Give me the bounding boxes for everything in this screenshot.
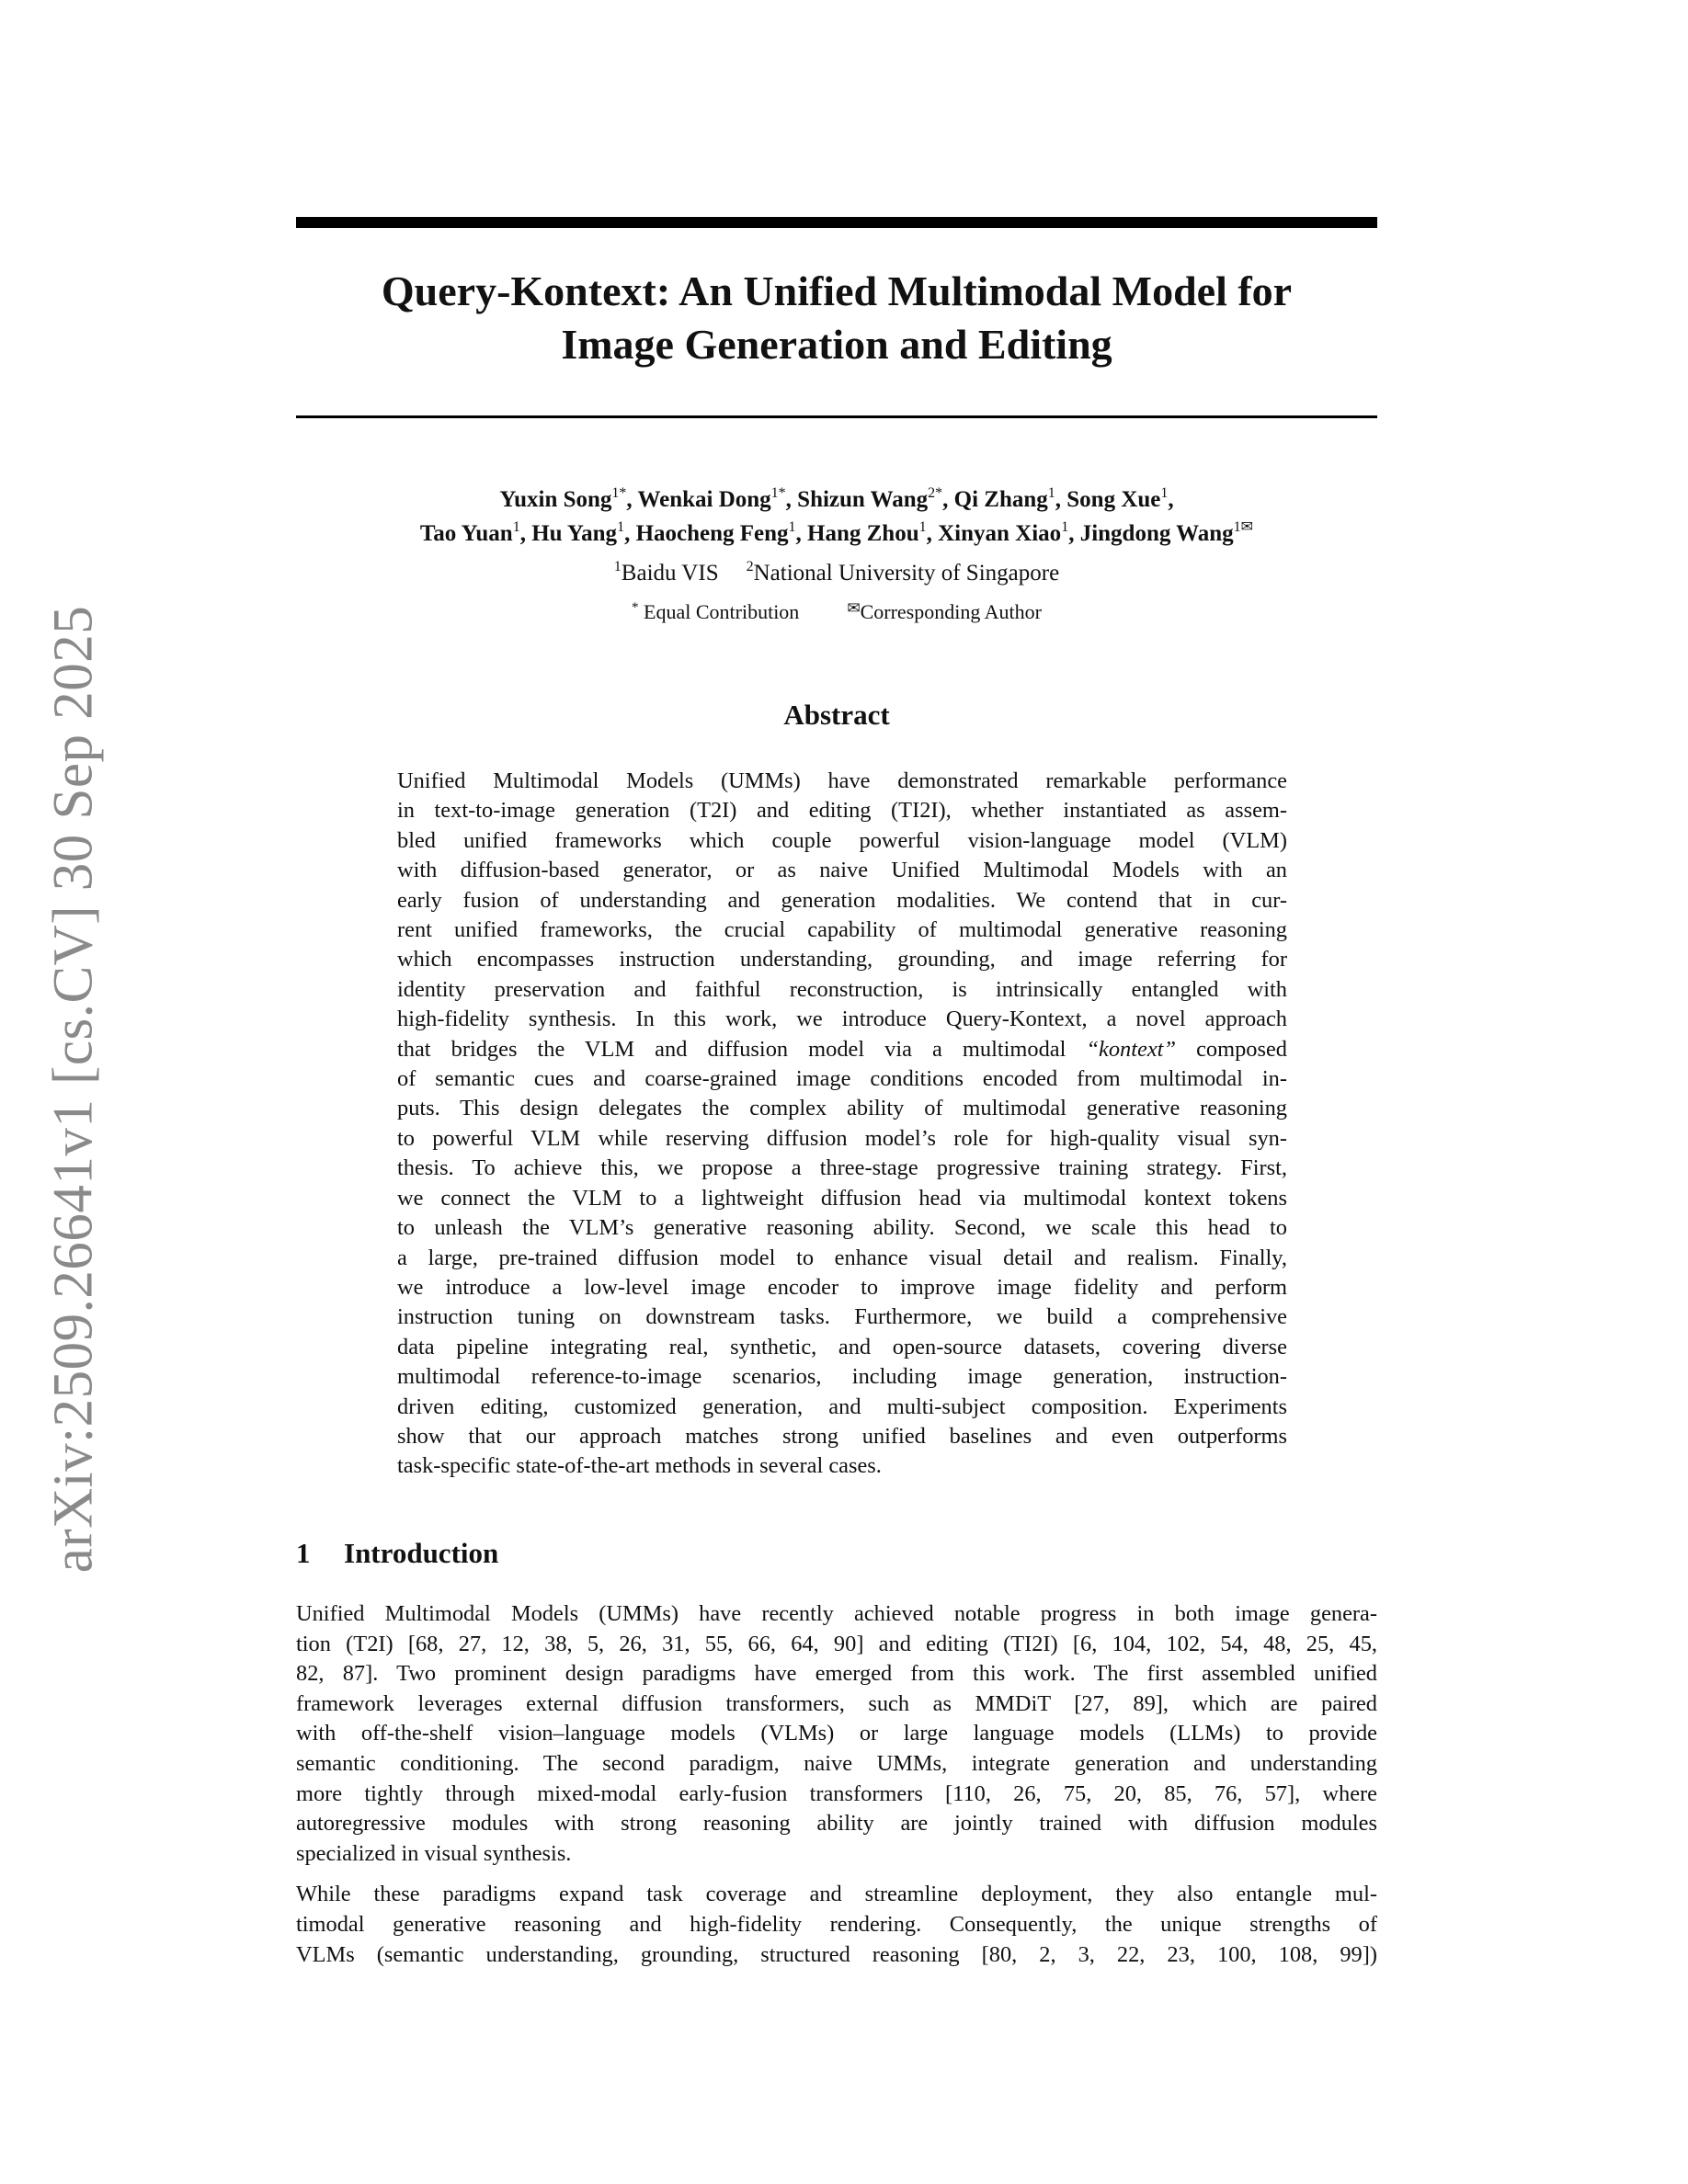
author-separator: , [942,487,954,512]
affiliation-name: Baidu VIS [621,561,719,586]
author-separator: , [624,521,636,546]
section-heading-introduction [296,1535,498,1572]
section-number: 1 [296,1537,311,1569]
title-line-2: Image Generation and Editing [561,321,1112,368]
author-separator: , [519,521,532,546]
abstract-line: bled unified frameworks which couple powerful vision-language model (VLM) [397,827,1287,853]
abstract-line: with diffusion-based generator, or as naive Unified Multimodal Models with an [397,858,1287,883]
abstract-heading: Abstract [783,699,890,731]
abstract-line: we connect the VLM to a lightweight diffusion head via multimodal kontext tokens [397,1185,1287,1211]
equal-contribution-mark: * [632,600,639,615]
abstract-line: high-fidelity synthesis. In this work, we introduce Query-Kontext, a novel approach [397,1007,1287,1032]
author-notes [296,595,1377,626]
abstract-line: puts. This design delegates the complex ability of multimodal generative reasoning [397,1096,1287,1121]
intro-line: VLMs (semantic understanding, grounding, structured reasoning [80, 2, 3, 22, 23, 100, 108, 99]) [296,1941,1377,1967]
abstract-line: a large, pre-trained diffusion model to enhance visual detail and realism. Finally, [397,1245,1287,1270]
abstract-line: we introduce a low-level image encoder to improve image fidelity and perform [397,1274,1287,1300]
author-separator: , [1055,487,1067,512]
author-name: Haocheng Feng [635,521,789,546]
intro-paragraph-1 [296,1599,1377,1869]
author-separator: , [795,521,808,546]
author-affil-mark: 1 [1160,485,1169,501]
author-affil-mark: 1 [918,519,927,535]
intro-line: While these paradigms expand task coverage and streamline deployment, they also entangle mul- [296,1882,1377,1907]
author-name: Song Xue [1066,487,1161,512]
affil-mark: 1 [613,559,622,574]
author-affil-mark: 1* [770,485,786,501]
intro-line: more tightly through mixed-modal early-fusion transformers [110, 26, 75, 20, 85, 76, 57], where [296,1780,1377,1806]
paper-title [296,265,1377,371]
author-affil-mark: 2* [928,485,943,501]
abstract-line: thesis. To achieve this, we propose a three-stage progressive training strategy. First, [397,1155,1287,1181]
abstract-line: identity preservation and faithful reconstruction, is intrinsically entangled with [397,976,1287,1002]
abstract-line: driven editing, customized generation, and multi-subject composition. Experiments [397,1393,1287,1419]
section-title: Introduction [344,1537,499,1569]
author-name: Hu Yang [531,521,618,546]
author-name: Wenkai Dong [637,487,771,512]
author-affil-mark: 1 [1061,519,1069,535]
author-separator: , [1068,521,1080,546]
abstract-line: early fusion of understanding and generation modalities. We contend that in cur- [397,887,1287,913]
abstract-line: task-specific state-of-the-art methods in several cases. [397,1453,882,1479]
affiliation-name: National University of Singapore [753,561,1060,586]
envelope-icon: ✉ [847,599,861,618]
title-line-1: Query-Kontext: An Unified Multimodal Model for [381,267,1293,314]
abstract-line: instruction tuning on downstream tasks. Furthermore, we build a comprehensive [397,1304,1287,1330]
abstract-body [397,767,1287,1482]
intro-line: framework leverages external diffusion transformers, such as MMDiT [27, 89], which are paired [296,1690,1377,1716]
author-list [296,483,1377,551]
abstract-line: to powerful VLM while reserving diffusion model’s role for high-quality visual syn- [397,1125,1287,1151]
abstract-line-with-italic [397,1035,1287,1064]
author-name: Tao Yuan [419,521,513,546]
intro-line: 82, 87]. Two prominent design paradigms have emerged from this work. The first assembled unified [296,1661,1377,1687]
author-affil-mark: 1* [611,485,627,501]
intro-line: timodal generative reasoning and high-fidelity rendering. Consequently, the unique strengths of [296,1911,1377,1937]
abstract-line: to unleash the VLM’s generative reasoning ability. Second, we scale this head to [397,1215,1287,1241]
abstract-line-text: that bridges the VLM and diffusion model via a multimodal [397,1036,1066,1062]
affiliations [296,558,1377,588]
intro-line: with off-the-shelf vision–language models (VLMs) or large language models (LLMs) to provide [296,1721,1377,1746]
author-separator: , [626,487,638,512]
intro-paragraph-2 [296,1880,1377,1970]
kontext-term: “kontext” [1086,1036,1177,1062]
intro-line: specialized in visual synthesis. [296,1840,572,1866]
intro-line: semantic conditioning. The second paradigm, naive UMMs, integrate generation and understanding [296,1750,1377,1776]
author-affil-mark: 1 [788,519,796,535]
author-row-2 [296,517,1377,551]
author-name: Jingdong Wang [1079,521,1234,546]
equal-contribution-label: Equal Contribution [638,600,800,623]
title-top-rule [296,217,1377,228]
title-bottom-rule [296,415,1377,418]
author-affil-mark: 1 [617,519,625,535]
abstract-line: of semantic cues and coarse-grained image conditions encoded from multimodal in- [397,1066,1287,1092]
intro-line: tion (T2I) [68, 27, 12, 38, 5, 26, 31, 55, 66, 64, 90] and editing (TI2I) [6, 104, 102, 54, 48, 25, 45, [296,1631,1377,1656]
author-row-1 [296,483,1377,517]
author-name: Yuxin Song [499,487,612,512]
abstract-line: which encompasses instruction understanding, grounding, and image referring for [397,947,1287,973]
affil-mark: 2 [746,559,754,574]
abstract-line: data pipeline integrating real, synthetic, and open-source datasets, covering diverse [397,1334,1287,1359]
author-affil-mark: 1✉ [1233,519,1254,535]
abstract-line: multimodal reference-to-image scenarios, including image generation, instruction- [397,1364,1287,1390]
intro-line: autoregressive modules with strong reasoning ability are jointly trained with diffusion modules [296,1811,1377,1837]
abstract-line: show that our approach matches strong unified baselines and even outperforms [397,1423,1287,1449]
author-name: Xinyan Xiao [938,521,1062,546]
abstract-line-tail: composed [1176,1036,1287,1062]
author-name: Qi Zhang [953,487,1048,512]
corresponding-author-label: Corresponding Author [860,600,1042,623]
intro-line: Unified Multimodal Models (UMMs) have recently achieved notable progress in both image genera- [296,1601,1377,1626]
abstract-line: rent unified frameworks, the crucial capability of multimodal generative reasoning [397,917,1287,943]
author-affil-mark: 1 [512,519,520,535]
author-separator: , [926,521,939,546]
introduction-body [296,1599,1377,1981]
abstract-line: Unified Multimodal Models (UMMs) have demonstrated remarkable performance [397,768,1287,793]
arxiv-identifier-stamp [44,607,103,1572]
arxiv-stamp-text: arXiv:2509.26641v1 [cs.CV] 30 Sep 2025 [42,605,105,1574]
abstract-line: in text-to-image generation (T2I) and editing (TI2I), whether instantiated as assem- [397,798,1287,824]
author-name: Shizun Wang [797,487,929,512]
author-separator: , [785,487,798,512]
author-separator: , [1168,487,1174,512]
author-name: Hang Zhou [807,521,919,546]
author-affil-mark: 1 [1047,485,1055,501]
